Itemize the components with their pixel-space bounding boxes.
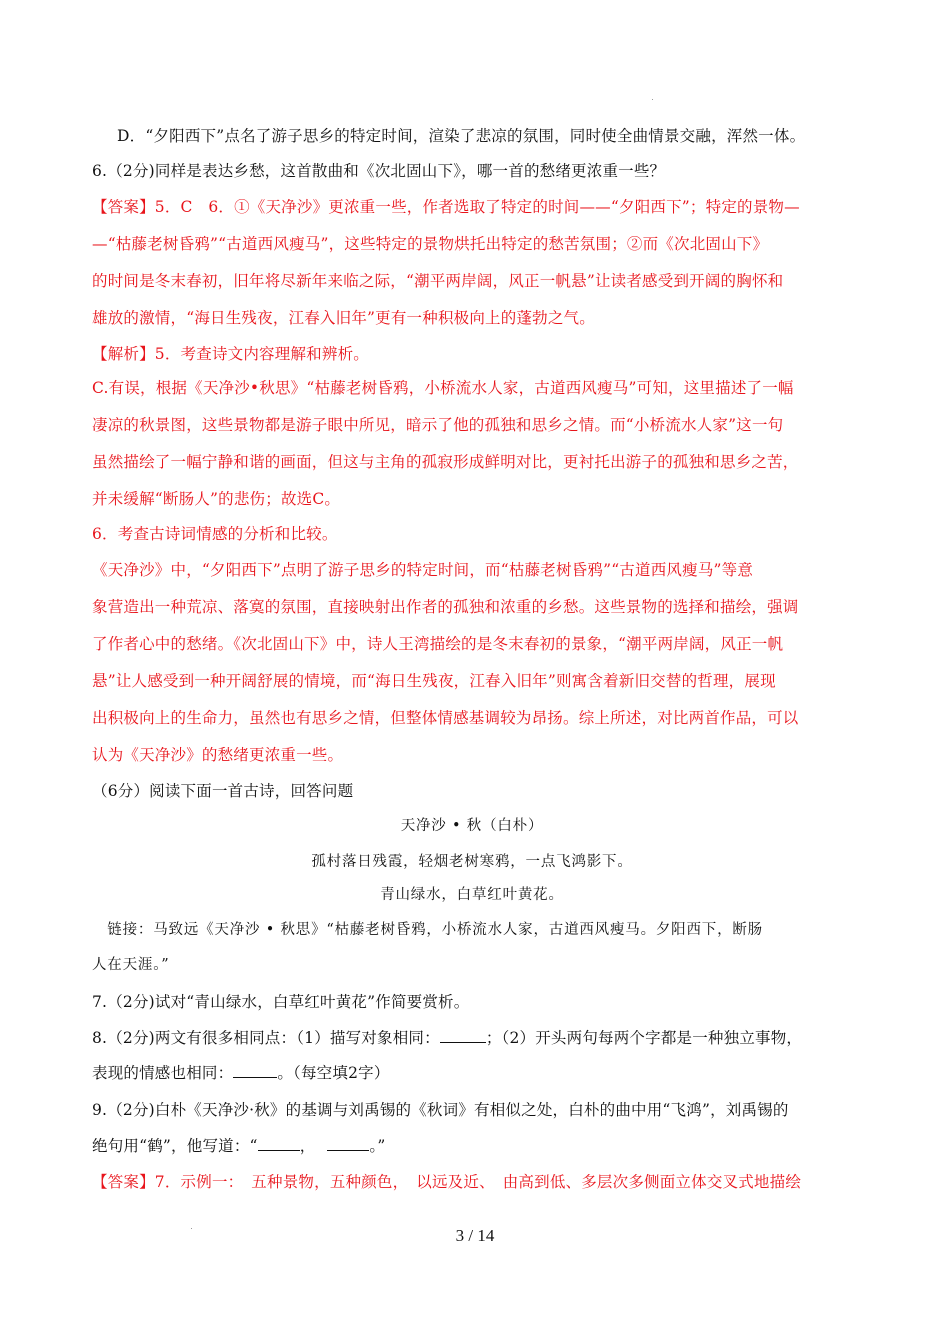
link-line-2: 人在天涯。”: [92, 957, 170, 973]
analysis-6-line-3: 了作者心中的愁绪。《次北固山下》中，诗人王湾描绘的是冬末春初的景象，“潮平两岸阔，风正一帆: [92, 635, 784, 653]
answer-line-1: 【答案】5．C 6．①《天净沙》更浓重一些，作者选取了特定的时间——“夕阳西下”；特定的景物—: [92, 198, 800, 216]
analysis-6-line-4: 悬”让人感受到一种开阔舒展的情境，而“海日生残夜，江春入旧年”则寓含着新旧交替的哲理，展现: [92, 672, 776, 690]
analysis-line-4: 并未缓解“断肠人”的悲伤；故选C。: [92, 490, 341, 508]
poem-line-1: 孤村落日残霞，轻烟老树寒鸦，一点飞鸿影下。: [311, 854, 633, 870]
analysis-heading: 【解析】5．考查诗文内容理解和辨析。: [92, 345, 369, 363]
link-line-1: 链接：马致远《天净沙 • 秋思》“枯藤老树昏鸦，小桥流水人家，古道西风瘦马。夕阳西下，断肠: [92, 922, 763, 938]
question-8-middle: ；（2）开头两句每两个字都是一种独立事物，: [485, 1029, 803, 1047]
reading-instruction: （6分）阅读下面一首古诗，回答问题: [92, 782, 354, 800]
answer-blank-2[interactable]: [233, 1063, 277, 1078]
question-7: 7.（2分)试对“青山绿水，白草红叶黄花”作简要赏析。: [92, 993, 470, 1011]
question-9-end: 。”: [369, 1137, 386, 1155]
analysis-line-3: 虽然描绘了一幅宁静和谐的画面，但这与主角的孤寂形成鲜明对比，更衬托出游子的孤独和思乡之苦，: [92, 453, 799, 471]
question-9-comma: ，: [299, 1137, 316, 1155]
answer-line-3: 的时间是冬末春初，旧年将尽新年来临之际，“潮平两岸阔，风正一帆悬”让读者感受到开阔的胸怀和: [92, 272, 784, 290]
poem-line-2: 青山绿水，白草红叶黄花。: [380, 887, 564, 903]
option-d: D．“夕阳西下”点名了游子思乡的特定时间，渲染了悲凉的氛围，同时使全曲情景交融，浑然一体。: [117, 127, 806, 145]
question-8-line-1: [92, 1028, 852, 1048]
question-6: 6.（2分)同样是表达乡愁，这首散曲和《次北固山下》，哪一首的愁绪更浓重一些？: [92, 162, 666, 180]
answer-blank-3[interactable]: [258, 1136, 300, 1151]
analysis-6-heading: 6．考查古诗词情感的分析和比较。: [92, 525, 338, 543]
analysis-line-1: C.有误，根据《天净沙•秋思》“枯藤老树昏鸦，小桥流水人家，古道西风瘦马”可知，这里描述了一幅: [92, 379, 794, 397]
answer-blank-1[interactable]: [440, 1028, 486, 1043]
poem-title: 天净沙 • 秋（白朴）: [400, 818, 544, 834]
question-8-note: 。（每空填2字）: [277, 1064, 390, 1082]
question-9-prompt: 绝句用“鹤”，他写道：“: [92, 1137, 258, 1155]
answer-line-4: 雄放的激情，“海日生残夜，江春入旧年”更有一种积极向上的蓬勃之气。: [92, 309, 595, 327]
question-8-prompt: 8.（2分)两文有很多相同点：（1）描写对象相同：: [92, 1029, 440, 1047]
answer-7-line: 【答案】7．示例一： 五种景物，五种颜色， 以远及近、 由高到低、多层次多侧面立体交叉式地描绘: [92, 1173, 802, 1191]
analysis-6-line-5: 出积极向上的生命力，虽然也有思乡之情，但整体情感基调较为昂扬。综上所述，对比两首作品，可以: [92, 709, 799, 727]
page-number: 3 / 14: [455, 1226, 495, 1245]
analysis-6-line-1: 《天净沙》中，“夕阳西下”点明了游子思乡的特定时间，而“枯藤老树昏鸦”“古道西风瘦马”等意: [92, 561, 754, 579]
analysis-6-line-2: 象营造出一种荒凉、落寞的氛围，直接映射出作者的孤独和浓重的乡愁。这些景物的选择和描绘，强调: [92, 598, 799, 616]
analysis-line-2: 凄凉的秋景图，这些景物都是游子眼中所见，暗示了他的孤独和思乡之情。而“小桥流水人家”这一句: [92, 416, 784, 434]
question-8-second: 表现的情感也相同：: [92, 1064, 234, 1082]
analysis-6-line-6: 认为《天净沙》的愁绪更浓重一些。: [92, 746, 344, 764]
answer-blank-4[interactable]: [327, 1136, 369, 1151]
question-9-line-1: 9.（2分)白朴《天净沙·秋》的基调与刘禹锡的《秋词》有相似之处，白朴的曲中用“飞鸿”，刘禹锡的: [92, 1101, 789, 1119]
question-9-line-2: [92, 1136, 852, 1156]
scan-speck: [652, 99, 653, 100]
answer-line-2: —“枯藤老树昏鸦”“古道西风瘦马”，这些特定的景物烘托出特定的愁苦氛围；②而《次北固山下》: [92, 235, 769, 253]
question-8-line-2: [92, 1063, 852, 1083]
